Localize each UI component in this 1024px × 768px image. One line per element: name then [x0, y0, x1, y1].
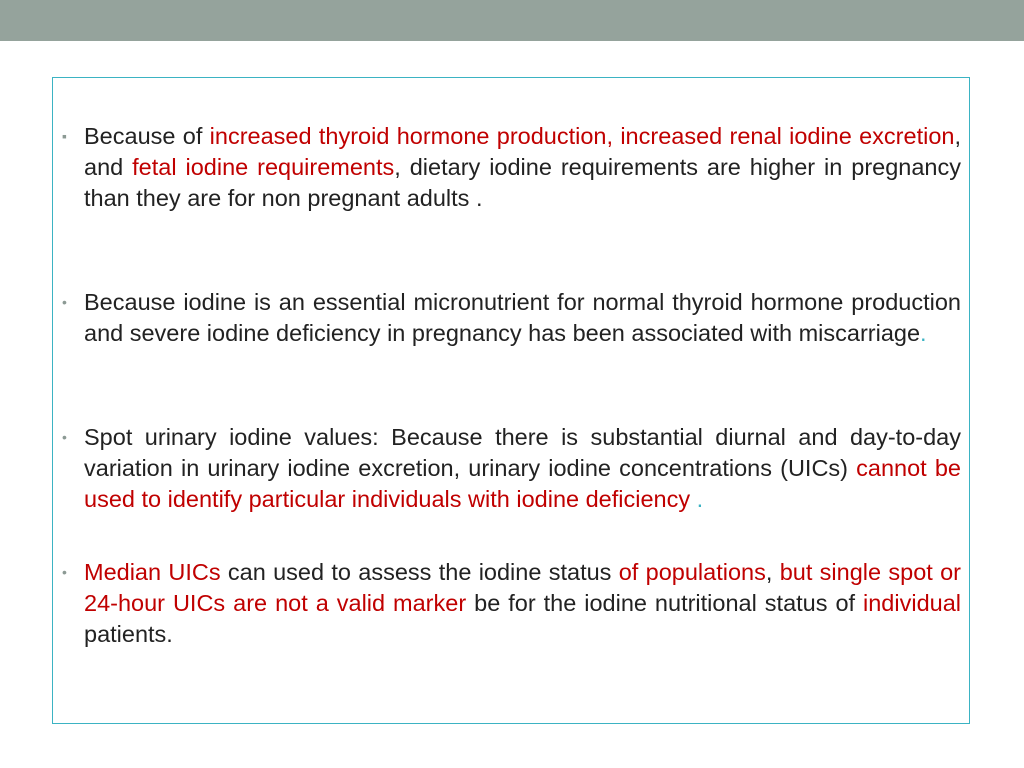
content-box — [52, 77, 970, 724]
bullet-item-3 — [62, 422, 962, 515]
bullet-4-text-5: but single spot or 24-hour UICs are not a valid marker — [84, 559, 962, 616]
bullet-4-text-8: patients. — [84, 621, 173, 647]
bullet-1-text-5: , dietary iodine requirements are higher in pregnancy than they are for non pregnant adults . — [84, 154, 961, 211]
bullet-2-text-1: Because iodine is an essential micronutrient for normal thyroid hormone production and severe iodine deficiency in pregnancy has been associated with miscarriage — [84, 289, 961, 346]
bullet-4-text-7: individual — [863, 590, 961, 616]
bullet-4-text-2: can used to assess the iodine status — [220, 559, 619, 585]
bullet-item-1 — [62, 121, 962, 214]
top-banner — [0, 0, 1024, 41]
bullet-1-text-1: Because of — [84, 123, 210, 149]
bullet-1-text-4: fetal iodine requirements — [132, 154, 395, 180]
bullet-1-text-2: increased thyroid hormone production, increased renal iodine excretion — [209, 123, 955, 149]
bullet-3-text-3: . — [690, 486, 704, 512]
bullet-item-2 — [62, 287, 961, 349]
bullet-4-text-1: Median UICs — [84, 559, 221, 585]
bullet-3-text-1: Spot urinary iodine values: Because there is substantial diurnal and day-to-day variation in urinary iodine excretion, urinary iodine concentrations (UICs) — [84, 424, 961, 481]
bullet-4-text-6: be for the iodine nutritional status of — [466, 590, 864, 616]
square-bullet-icon: ▪ — [62, 128, 67, 144]
bullet-2-text-2: . — [920, 320, 927, 346]
dot-bullet-icon: • — [62, 564, 67, 580]
bullet-3-text-2: cannot be used to identify particular individuals with iodine deficiency — [84, 455, 962, 512]
bullet-4-text-4: , — [765, 559, 780, 585]
bullet-item-4 — [62, 557, 962, 650]
dot-bullet-icon: • — [62, 429, 67, 445]
bullet-1-text-3: , and — [84, 123, 962, 180]
bullet-4-text-3: of populations — [618, 559, 766, 585]
dot-bullet-icon: • — [62, 294, 67, 310]
